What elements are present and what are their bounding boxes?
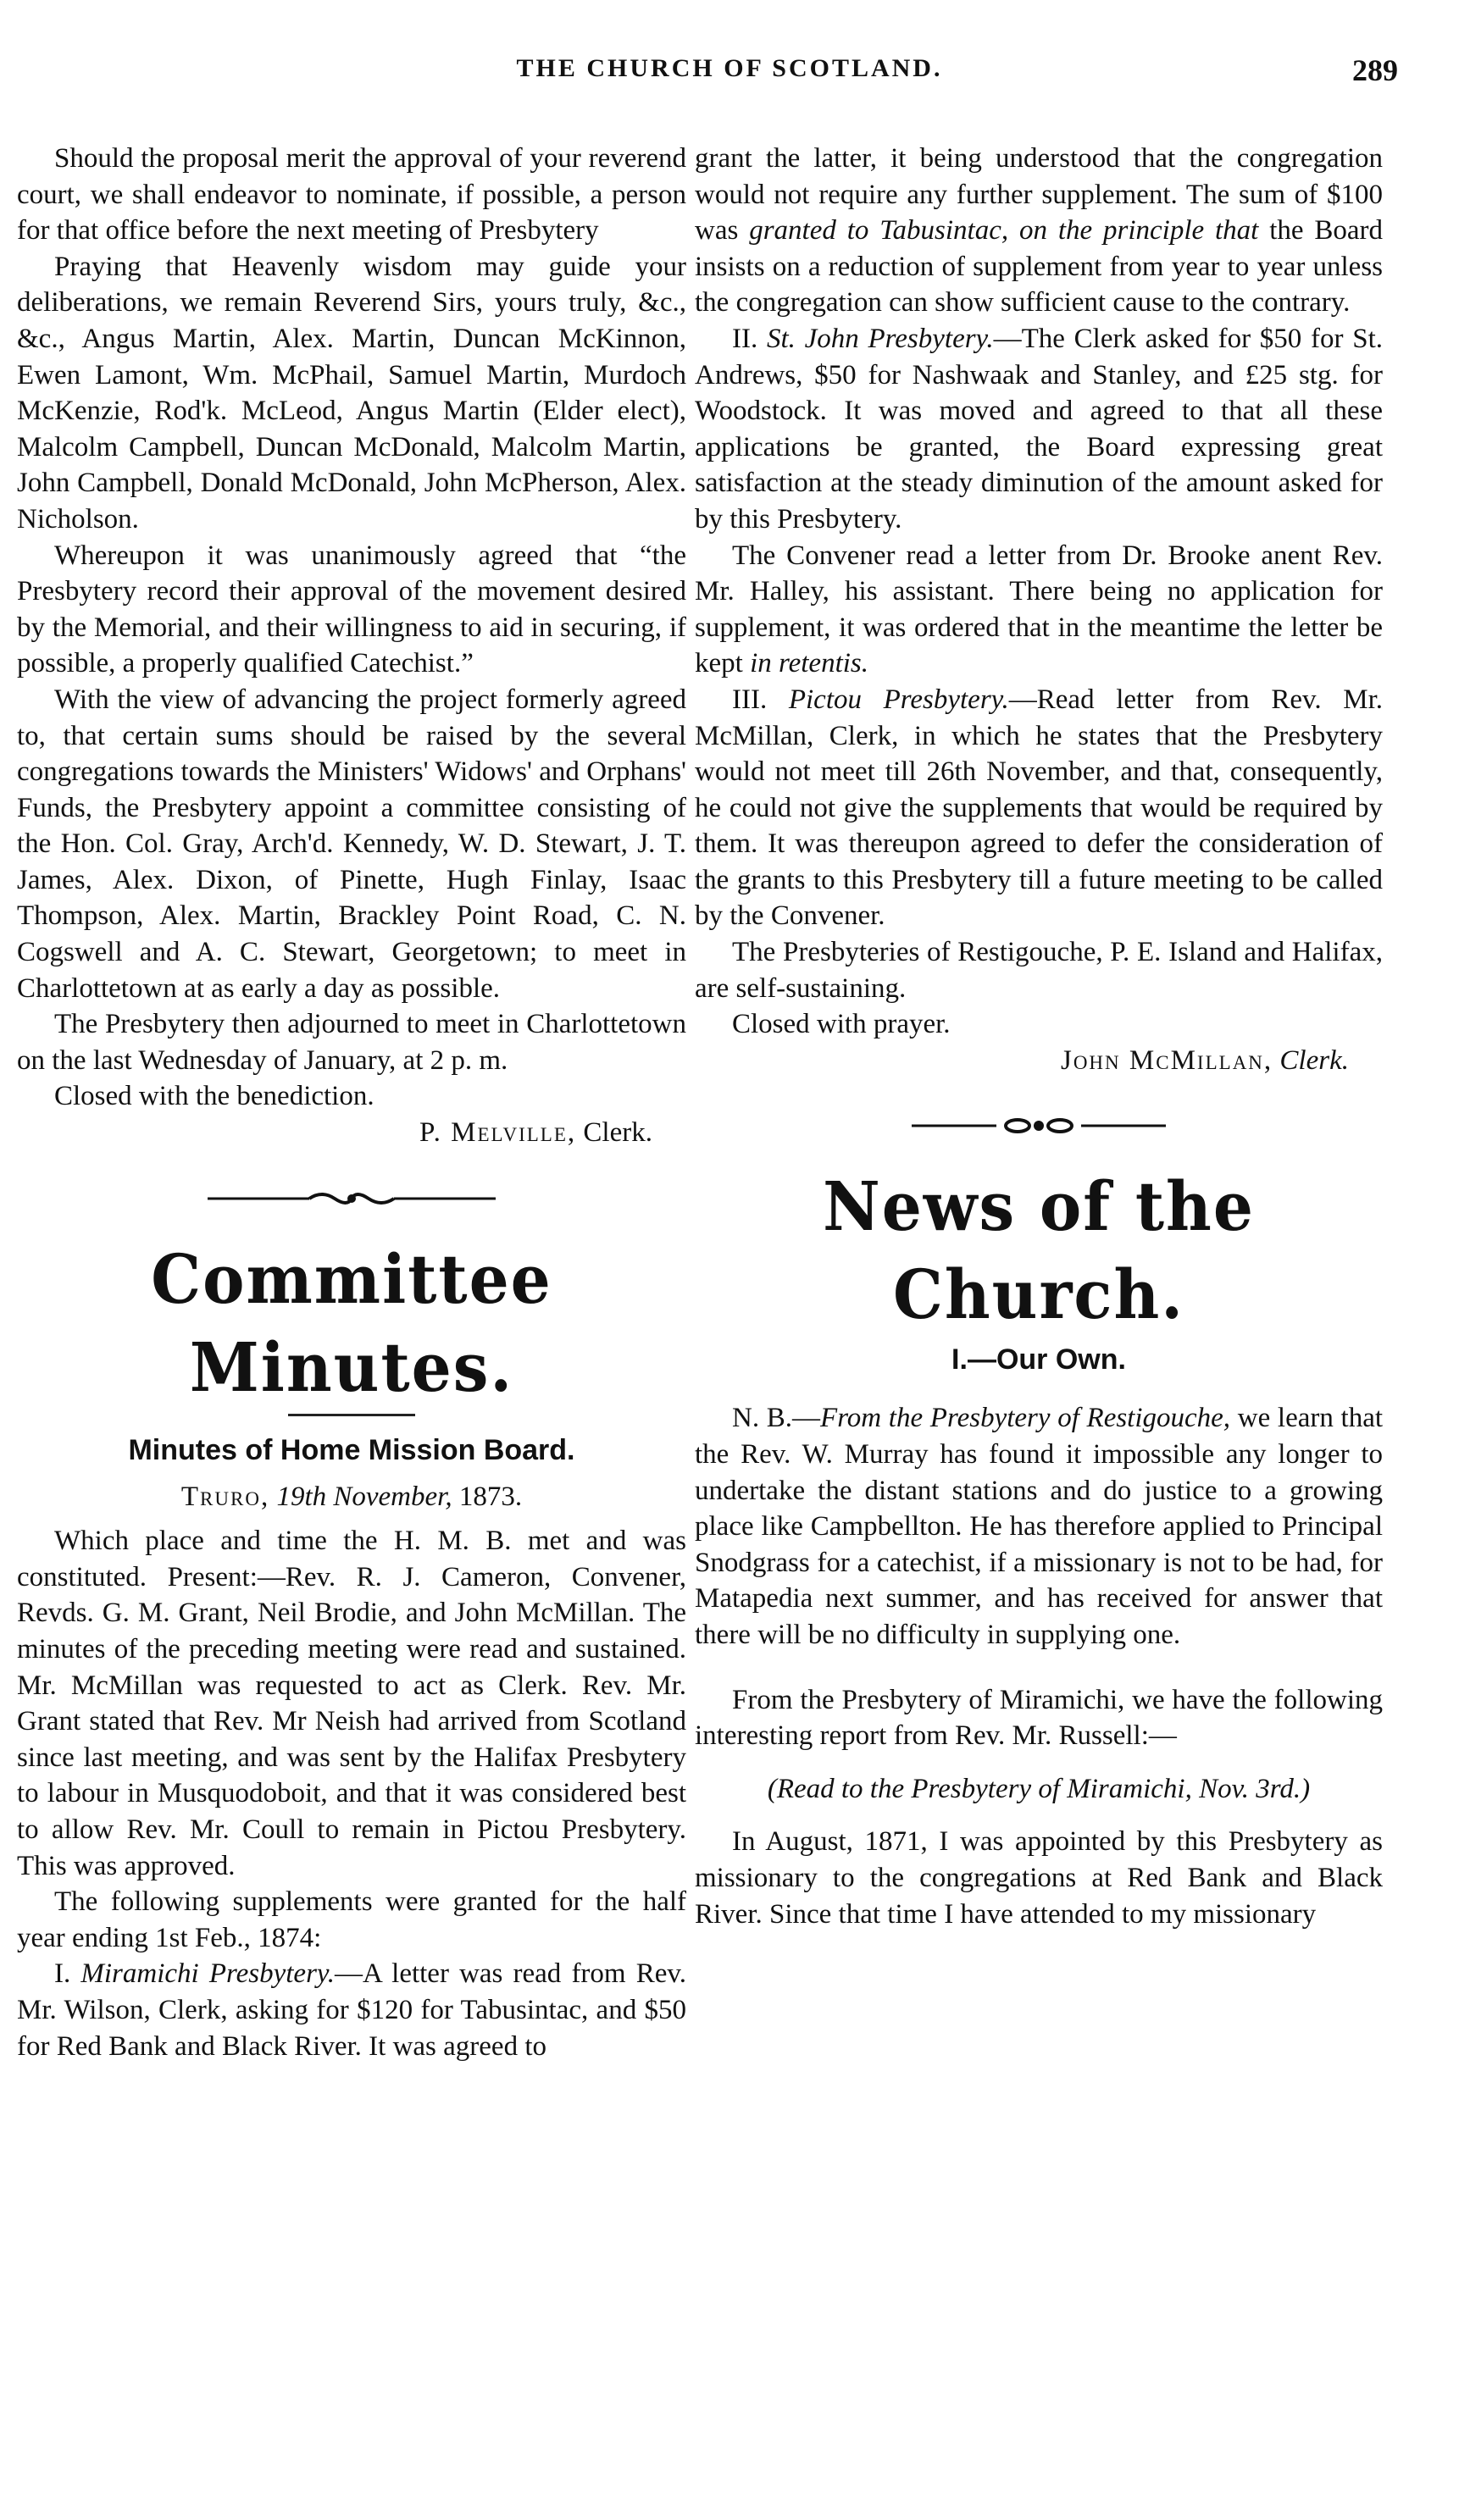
numeral: III.: [732, 684, 768, 715]
signature-role: Clerk.: [1279, 1044, 1349, 1076]
signature-name: P. Melville,: [419, 1117, 577, 1149]
paragraph-text: we learn that the Rev. W. Murray has found it impossible any longer to undertake the distant stations and do justice to a growing place like Campbellton. He has therefore applied to Principal Snodgrass for a catechist, if a missionary is not to be had, for Matapedia next summer, and has received for answer that there will be no difficulty in supplying one.: [695, 1403, 1384, 1650]
running-head: [0, 54, 1459, 97]
paragraph-text: N. B.—: [732, 1403, 821, 1434]
paragraph-italic: in retentis.: [750, 648, 869, 679]
spacer: [695, 1653, 1383, 1682]
paragraph: Praying that Heavenly wisdom may guide your deliberations, we remain Reverend Sirs, yours truly, &c., &c., Angus Martin, Alex. Martin, Duncan McKinnon, Ewen Lamont, Wm. McPhail, Samuel Martin, Murdoch McKenzie, Rod'k. McLeod, Angus Martin (Elder elect), Malcolm Campbell, Duncan McDonald, Malcolm Martin, John Campbell, Donald McDonald, John McPherson, Alex. Nicholson.: [17, 251, 686, 534]
right-column: [695, 141, 1383, 1932]
paragraph-text: —A letter was read from Rev. Mr. Wilson, Clerk, asking for $120 for Tabusintac, and $50 for Red Bank and Black River. It was agreed to: [17, 1958, 686, 2062]
paragraph: In August, 1871, I was appointed by this Presbytery as missionary to the congregations at Red Bank and Black River. Since that time I have attended to my missionary: [695, 1826, 1383, 1930]
paragraph: Whereupon it was unanimously agreed that “the Presbytery record their approval of the movement desired by the Memorial, and their willingness to aid in securing, if possible, a properly qualified Catechist.”: [17, 540, 686, 679]
presbytery-head: St. John Presbytery.: [766, 323, 994, 354]
dateline-year: 1873.: [458, 1481, 523, 1512]
title-rule: [288, 1414, 415, 1416]
paragraph-italic: granted to Tabusintac, on the principle that: [749, 215, 1259, 246]
signature: [695, 1043, 1383, 1079]
paragraph: [17, 1956, 686, 2064]
section-subtitle: Minutes of Home Mission Board.: [128, 1433, 575, 1466]
paragraph: The following supplements were granted for the half year ending 1st Feb., 1874:: [17, 1886, 686, 1953]
paragraph: Which place and time the H. M. B. met and was constituted. Present:—Rev. R. J. Cameron, Convener, Revds. G. M. Grant, Neil Brodie, and John McMillan. The minutes of the preceding meeting were read and sustained. Mr. McMillan was requested to act as Clerk. Rev. Mr. Grant stated that Rev. Mr Neish had arrived from Scotland since last meeting, and was sent by the Halifax Presbytery to labour in Musquodoboit, and that it was considered best to allow Rev. Mr. Coull to remain in Pictou Presbytery. This was approved.: [17, 1526, 686, 1881]
paragraph: [695, 1400, 1383, 1653]
paragraph: [695, 321, 1383, 538]
paragraph-italic: (Read to the Presbytery of Miramichi, Nov. 3rd.): [767, 1773, 1311, 1804]
paragraph: The Presbyteries of Restigouche, P. E. Island and Halifax, are self-sustaining.: [695, 937, 1383, 1004]
left-column: [17, 141, 686, 2064]
signature: [17, 1115, 686, 1151]
paragraph-text: —The Clerk asked for $50 for St. Andrews, $50 for Nashwaak and Stanley, and £25 stg. for Woodstock. It was moved and agreed to that all these applications be granted, the Board expressing great satisfaction at the steady diminution of the amount asked for by this Presbytery.: [695, 323, 1383, 534]
paragraph-text: The Convener read a letter from Dr. Brooke anent Rev. Mr. Halley, his assistant. There being no application for supplement, it was ordered that in the meantime the letter be kept: [695, 540, 1383, 679]
page-number: 289: [1352, 53, 1398, 87]
presbytery-head: Pictou Presbytery.: [788, 684, 1009, 715]
paragraph-text: —Read letter from Rev. Mr. McMillan, Clerk, in which he states that the Presbytery would not meet till 26th November, and that, consequently, he could not give the supplements that would be required by them. It was thereupon agreed to defer the consideration of the grants to this Presbytery till a future meeting to be called by the Convener.: [695, 684, 1384, 932]
ornament-icon: [208, 1188, 496, 1209]
signature-name: John McMillan,: [1060, 1044, 1273, 1076]
paragraph: The Presbytery then adjourned to meet in Charlottetown on the last Wednesday of January, at 2 p. m.: [17, 1009, 686, 1076]
paragraph: Should the proposal merit the approval of your reverend court, we shall endeavor to nominate, if possible, a person for that office before the next meeting of Presbytery: [17, 143, 686, 246]
paragraph: Closed with prayer.: [732, 1009, 951, 1040]
ornament-divider: [695, 1116, 1383, 1136]
signature-role: Clerk.: [583, 1117, 652, 1149]
ornament-divider: [17, 1188, 686, 1209]
paragraph: [695, 682, 1383, 934]
section-title: News of the Church.: [823, 1168, 1255, 1335]
running-title: THE CHURCH OF SCOTLAND.: [516, 54, 943, 82]
numeral: I.: [54, 1958, 71, 1990]
spacer: [695, 1754, 1383, 1771]
paragraph: From the Presbytery of Miramichi, we have the following interesting report from Rev. Mr. Russell:—: [695, 1684, 1383, 1752]
dateline: [17, 1479, 686, 1515]
section-subtitle: I.—Our Own.: [951, 1343, 1126, 1376]
presbytery-head: Miramichi Presbytery.: [80, 1958, 335, 1990]
ornament-icon: [912, 1116, 1166, 1136]
paragraph: With the view of advancing the project formerly agreed to, that certain sums should be raised by the several congregations towards the Ministers' Widows' and Orphans' Funds, the Presbytery appoint a committee consisting of the Hon. Col. Gray, Arch'd. Kennedy, W. D. Stewart, J. T. James, Alex. Dixon, of Pinette, Hugh Finlay, Isaac Thompson, Alex. Martin, Brackley Point Road, C. N. Cogswell and A. C. Stewart, Georgetown; to meet in Charlottetown at as early a day as possible.: [17, 684, 686, 1004]
spacer: [695, 1807, 1383, 1824]
dateline-place: Truro,: [180, 1481, 270, 1512]
paragraph: [695, 1771, 1383, 1808]
paragraph: [695, 538, 1383, 682]
paragraph: [695, 141, 1383, 321]
paragraph: Closed with the benediction.: [54, 1081, 374, 1112]
dateline-date: 19th November,: [276, 1481, 452, 1512]
numeral: II.: [732, 323, 758, 354]
section-title: Committee Minutes.: [151, 1240, 552, 1407]
paragraph-text: the Board insists on a reduction of supplement from year to year unless the congregation can show sufficient cause to the contrary.: [695, 215, 1384, 318]
paragraph-italic: From the Presbytery of Restigouche,: [820, 1403, 1231, 1434]
paragraph-text: grant the latter, it being understood that the congregation would not require any further supplement. The sum of $100 was: [695, 143, 1383, 246]
